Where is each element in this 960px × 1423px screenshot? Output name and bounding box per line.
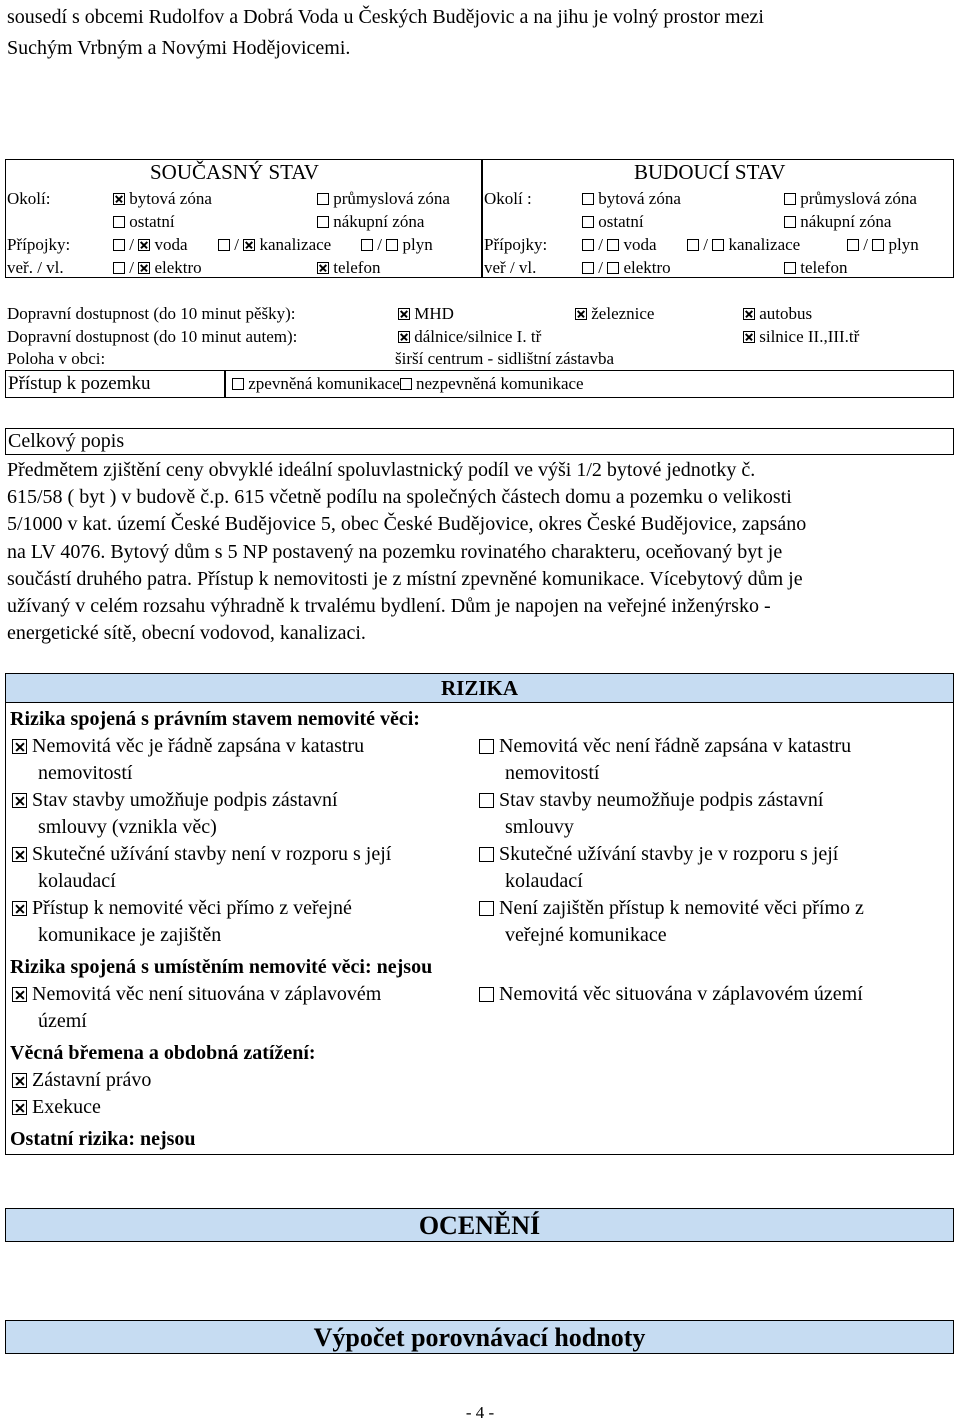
- vypocet-title: Výpočet porovnávací hodnoty: [313, 1323, 646, 1352]
- walk-autobus[interactable]: autobus: [743, 304, 812, 324]
- checked-box-icon[interactable]: [12, 739, 27, 754]
- empty-box-icon[interactable]: [317, 193, 329, 205]
- empty-box-icon[interactable]: [113, 216, 125, 228]
- checked-box-icon[interactable]: [243, 239, 255, 251]
- checked-box-icon[interactable]: [12, 987, 27, 1002]
- car-silnice[interactable]: silnice II.,III.tř: [743, 327, 859, 347]
- future-kanalizace[interactable]: / kanalizace: [687, 235, 800, 255]
- legal-risk-heading: Rizika spojená s právním stavem nemovité věci:: [10, 708, 420, 730]
- walk-zeleznice[interactable]: železnice: [575, 304, 654, 324]
- description-line: 615/58 ( byt ) v budově č.p. 615 včetně podílu na společných částech domu a pozemku o velikosti: [7, 486, 792, 509]
- empty-box-icon[interactable]: [607, 262, 619, 274]
- risks-title: RIZIKA: [440, 676, 519, 700]
- empty-box-icon[interactable]: [232, 378, 244, 390]
- burden-heading: Věcná břemena a obdobná zatížení:: [10, 1042, 316, 1064]
- future-okoli-label: Okolí :: [484, 189, 532, 208]
- risk-left-item[interactable]: Přístup k nemovité věci přímo z veřejné komunikace je zajištěn: [12, 895, 352, 949]
- empty-box-icon[interactable]: [400, 378, 412, 390]
- empty-box-icon[interactable]: [479, 987, 494, 1002]
- car-dalnice[interactable]: dálnice/silnice I. tř: [398, 327, 541, 347]
- future-ostatni[interactable]: ostatní: [582, 212, 644, 232]
- car-access-label: Dopravní dostupnost (do 10 minut autem):: [7, 327, 298, 346]
- burden-item[interactable]: Zástavní právo: [12, 1067, 151, 1094]
- description-line: energetické sítě, obecní vodovod, kanalizaci.: [7, 622, 366, 645]
- empty-box-icon[interactable]: [847, 239, 859, 251]
- empty-box-icon[interactable]: [479, 793, 494, 808]
- empty-box-icon[interactable]: [317, 216, 329, 228]
- intro-paragraph: [7, 2, 953, 64]
- empty-box-icon[interactable]: [582, 262, 594, 274]
- description-title-box: [5, 428, 954, 455]
- risk-right-item[interactable]: Nemovitá věc není řádně zapsána v katastru nemovitostí: [479, 733, 851, 787]
- risk-left-item[interactable]: Nemovitá věc není situována v záplavovém území: [12, 981, 381, 1035]
- empty-box-icon[interactable]: [479, 901, 494, 916]
- empty-box-icon[interactable]: [712, 239, 724, 251]
- current-prumyslova-zona[interactable]: průmyslová zóna: [317, 189, 450, 209]
- walk-mhd[interactable]: MHD: [398, 304, 454, 324]
- current-elektro[interactable]: / elektro: [113, 258, 202, 278]
- risk-left-item[interactable]: Nemovitá věc je řádně zapsána v katastru nemovitostí: [12, 733, 364, 787]
- empty-box-icon[interactable]: [113, 239, 125, 251]
- page-number: - 4 -: [465, 1403, 495, 1422]
- poloha-value: širší centrum - sidlištní zástavba: [395, 349, 615, 368]
- empty-box-icon[interactable]: [582, 239, 594, 251]
- empty-box-icon[interactable]: [784, 193, 796, 205]
- checked-box-icon[interactable]: [12, 901, 27, 916]
- state-table-divider: [481, 159, 483, 278]
- future-nakupni-zona[interactable]: nákupní zóna: [784, 212, 891, 232]
- current-ostatni[interactable]: ostatní: [113, 212, 175, 232]
- current-nakupni-zona[interactable]: nákupní zóna: [317, 212, 424, 232]
- checked-box-icon[interactable]: [138, 239, 150, 251]
- empty-box-icon[interactable]: [582, 193, 594, 205]
- location-risk-heading: Rizika spojená s umístěním nemovité věci: nejsou: [10, 956, 433, 978]
- description-line: užívaný v celém rozsahu výhradně k trvalému bydlení. Dům je napojen na veřejné inženýrsko -: [7, 595, 771, 618]
- empty-box-icon[interactable]: [687, 239, 699, 251]
- poloha-label: Poloha v obci:: [7, 349, 106, 368]
- description-title: Celkový popis: [8, 430, 125, 452]
- risks-header: [5, 673, 954, 703]
- empty-box-icon[interactable]: [582, 216, 594, 228]
- access-options[interactable]: zpevněná komunikace nezpevněná komunikace: [232, 374, 584, 394]
- empty-box-icon[interactable]: [479, 739, 494, 754]
- empty-box-icon[interactable]: [386, 239, 398, 251]
- checked-box-icon[interactable]: [12, 847, 27, 862]
- description-line: 5/1000 v kat. území České Budějovice 5, obec České Budějovice, okres České Budějovice, zapsáno: [7, 513, 807, 536]
- future-plyn[interactable]: / plyn: [847, 235, 919, 255]
- vypocet-header: [5, 1320, 954, 1354]
- future-state-title: BUDOUCÍ STAV: [634, 160, 786, 184]
- checked-box-icon[interactable]: [138, 262, 150, 274]
- risk-right-item[interactable]: Není zajištěn přístup k nemovité věci přímo z veřejné komunikace: [479, 895, 864, 949]
- future-elektro[interactable]: / elektro: [582, 258, 671, 278]
- description-line: Předmětem zjištění ceny obvyklé ideální spoluvlastnický podíl ve výši 1/2 bytové jednotky č.: [7, 459, 756, 481]
- oceneni-title: OCENĚNÍ: [418, 1211, 541, 1240]
- empty-box-icon[interactable]: [218, 239, 230, 251]
- current-plyn[interactable]: / plyn: [361, 235, 433, 255]
- empty-box-icon[interactable]: [784, 262, 796, 274]
- empty-box-icon[interactable]: [872, 239, 884, 251]
- checked-box-icon[interactable]: [743, 308, 755, 320]
- access-row-divider: [224, 370, 226, 398]
- future-telefon[interactable]: telefon: [784, 258, 847, 278]
- intro-line-2: Suchým Vrbným a Novými Hodějovicemi.: [7, 37, 351, 59]
- checked-box-icon[interactable]: [317, 262, 329, 274]
- empty-box-icon[interactable]: [113, 262, 125, 274]
- checked-box-icon[interactable]: [12, 1100, 27, 1115]
- burden-item[interactable]: Exekuce: [12, 1094, 101, 1121]
- current-okoli-label: Okolí:: [7, 189, 51, 208]
- checked-box-icon[interactable]: [398, 331, 410, 343]
- risk-left-item[interactable]: Skutečné užívání stavby není v rozporu s její kolaudací: [12, 841, 391, 895]
- current-voda[interactable]: / voda: [113, 235, 188, 255]
- checked-box-icon[interactable]: [113, 193, 125, 205]
- checked-box-icon[interactable]: [12, 1073, 27, 1088]
- current-verej-label: veř. / vl.: [7, 258, 64, 277]
- intro-line-1: sousedí s obcemi Rudolfov a Dobrá Voda u Českých Budějovic a na jihu je volný prostor mezi: [7, 6, 764, 28]
- current-kanalizace[interactable]: / kanalizace: [218, 235, 331, 255]
- oceneni-header: [5, 1208, 954, 1242]
- empty-box-icon[interactable]: [479, 847, 494, 862]
- future-voda[interactable]: / voda: [582, 235, 657, 255]
- description-line: součástí druhého patra. Přístup k nemovitosti je z místní zpevněné komunikace. Vícebytový dům je: [7, 567, 803, 590]
- current-state-title: SOUČASNÝ STAV: [150, 160, 319, 184]
- empty-box-icon[interactable]: [361, 239, 373, 251]
- empty-box-icon[interactable]: [607, 239, 619, 251]
- description-line: na LV 4076. Bytový dům s 5 NP postavený na pozemku rovinatého charakteru, oceňovaný byt je: [7, 540, 783, 563]
- future-pripojky-label: Přípojky:: [484, 235, 548, 254]
- current-telefon[interactable]: telefon: [317, 258, 380, 278]
- other-risk-heading: Ostatní rizika: nejsou: [10, 1128, 196, 1150]
- risk-right-item[interactable]: Skutečné užívání stavby je v rozporu s její kolaudací: [479, 841, 838, 895]
- risk-right-item[interactable]: Stav stavby neumožňuje podpis zástavní smlouvy: [479, 787, 823, 841]
- checked-box-icon[interactable]: [12, 793, 27, 808]
- risk-left-item[interactable]: Stav stavby umožňuje podpis zástavní smlouvy (vznikla věc): [12, 787, 338, 841]
- current-pripojky-label: Přípojky:: [7, 235, 71, 254]
- future-prumyslova-zona[interactable]: průmyslová zóna: [784, 189, 917, 209]
- empty-box-icon[interactable]: [784, 216, 796, 228]
- checked-box-icon[interactable]: [398, 308, 410, 320]
- risk-right-item[interactable]: Nemovitá věc situována v záplavovém území: [479, 981, 863, 1008]
- walk-access-label: Dopravní dostupnost (do 10 minut pěšky):: [7, 304, 296, 323]
- future-verej-label: veř / vl.: [484, 258, 537, 277]
- pristup-label: Přístup k pozemku: [8, 373, 151, 394]
- checked-box-icon[interactable]: [575, 308, 587, 320]
- future-bytova-zona[interactable]: bytová zóna: [582, 189, 681, 209]
- current-bytova-zona[interactable]: bytová zóna: [113, 189, 212, 209]
- checked-box-icon[interactable]: [743, 331, 755, 343]
- description-text: [7, 457, 953, 647]
